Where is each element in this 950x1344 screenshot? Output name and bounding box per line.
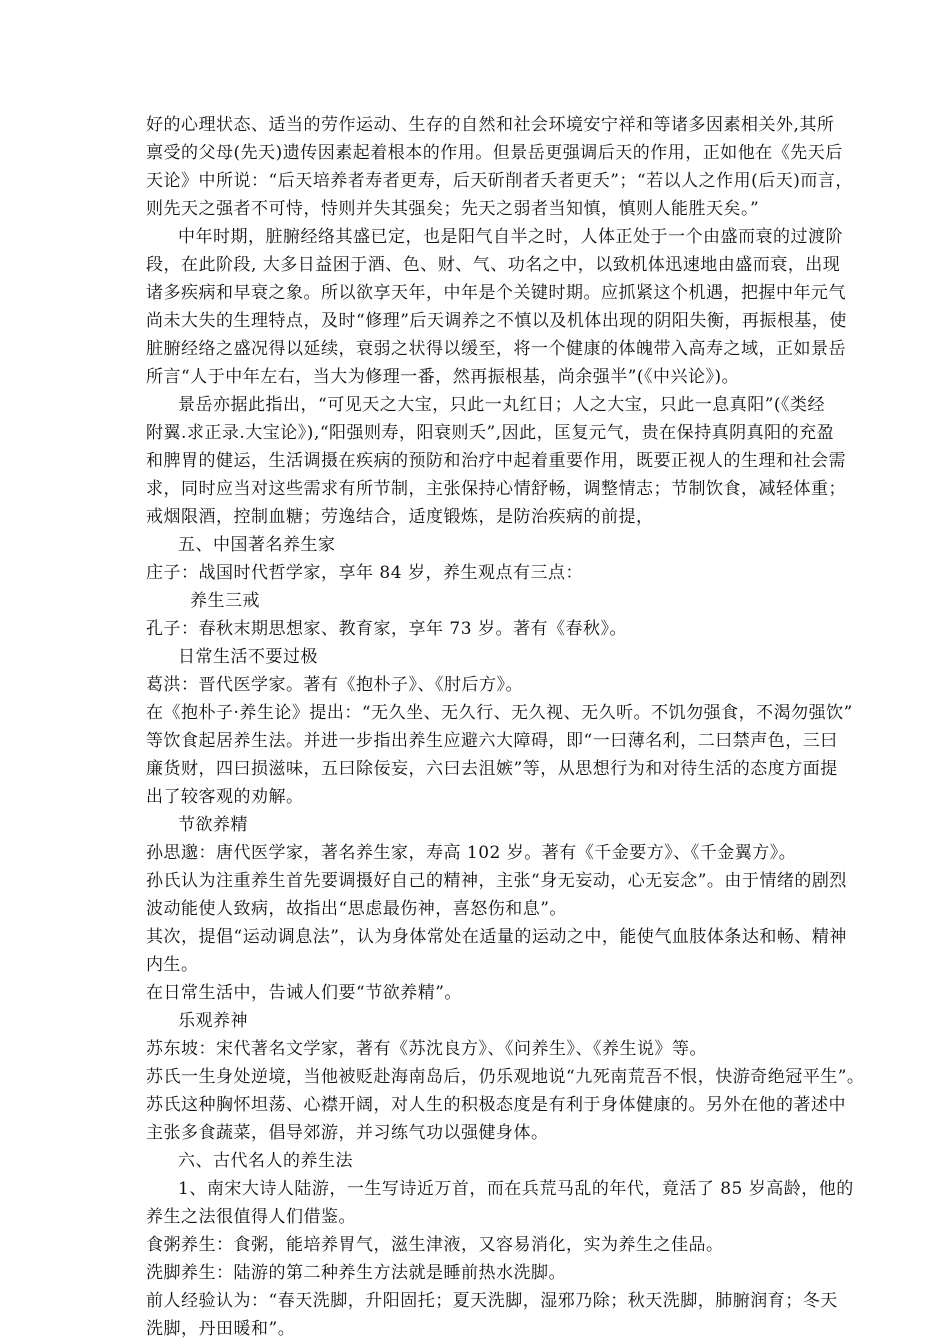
- text-line: 好的心理状态、适当的劳作运动、生存的自然和社会环境安宁祥和等诸多因素相关外,其所: [146, 115, 835, 135]
- text-line: 禀受的父母(先天)遗传因素起着根本的作用。但景岳更强调后天的作用，正如他在《先天后: [146, 143, 843, 163]
- text-line: 日常生活不要过极: [178, 647, 318, 667]
- text-line: 在日常生活中，告诫人们要“节欲养精”。: [146, 983, 462, 1003]
- text-line: 出了较客观的劝解。: [146, 787, 304, 807]
- text-line: 在《抱朴子·养生论》提出：“无久坐、无久行、无久视、无久听。不饥勿强食，不渴勿强饮”: [146, 703, 853, 723]
- text-line: 养生之法很值得人们借鉴。: [146, 1207, 356, 1227]
- text-line: 六、古代名人的养生法: [178, 1151, 353, 1171]
- text-line: 内生。: [146, 955, 199, 975]
- text-line: 和脾胃的健运，生活调摄在疾病的预防和治疗中起着重要作用，既要正视人的生理和社会需: [146, 451, 846, 471]
- text-line: 庄子：战国时代哲学家，享年 84 岁，养生观点有三点：: [146, 563, 583, 583]
- text-line: 节欲养精: [178, 815, 248, 835]
- text-line: 食粥养生：食粥，能培养胃气，滋生津液，又容易消化，实为养生之佳品。: [146, 1235, 724, 1255]
- text-line: 前人经验认为：“春天洗脚，升阳固托；夏天洗脚，湿邪乃除；秋天洗脚，肺腑润育；冬天: [146, 1291, 838, 1311]
- text-line: 求，同时应当对这些需求有所节制，主张保持心情舒畅，调整情志；节制饮食，减轻体重；: [146, 479, 846, 499]
- text-line: 尚未大失的生理特点，及时“修理”后天调养之不慎以及机体出现的阴阳失衡，再振根基，使: [146, 311, 847, 331]
- text-line: 诸多疾病和早衰之象。所以欲享天年，中年是个关键时期。应抓紧这个机遇，把握中年元气: [146, 283, 846, 303]
- text-line: 天论》中所说：“后天培养者寿者更寿，后天斫削者夭者更夭”；“若以人之作用(后天)而言，: [146, 171, 853, 191]
- text-line: 葛洪：晋代医学家。著有《抱朴子》、《肘后方》。: [146, 675, 523, 695]
- text-line: 等饮食起居养生法。并进一步指出养生应避六大障碍，即“一曰薄名利，二曰禁声色，三曰: [146, 731, 838, 751]
- text-line: 苏氏一生身处逆境，当他被贬赴海南岛后，仍乐观地说“九死南荒吾不恨，快游奇绝冠平生”。: [146, 1067, 865, 1087]
- text-line: 中年时期，脏腑经络其盛已定，也是阳气自半之时，人体正处于一个由盛而衰的过渡阶: [178, 227, 843, 247]
- text-line: 段，在此阶段, 大多日益困于酒、色、财、气、功名之中，以致机体迅速地由盛而衰，出现: [146, 255, 841, 275]
- text-line: 五、中国著名养生家: [178, 535, 336, 555]
- text-line: 波动能使人致病，故指出“思虑最伤神，喜怒伤和息”。: [146, 899, 567, 919]
- text-line: 其次，提倡“运动调息法”，认为身体常处在适量的运动之中，能使气血肢体条达和畅、精神: [146, 927, 847, 947]
- text-line: 孔子：春秋末期思想家、教育家，享年 73 岁。著有《春秋》。: [146, 619, 627, 639]
- text-line: 主张多食蔬菜，倡导郊游，并习练气功以强健身体。: [146, 1123, 549, 1143]
- text-line: 所言“人于中年左右，当大为修理一番，然再振根基，尚余强半”(《中兴论》)。: [146, 367, 740, 387]
- text-line: 洗脚养生：陆游的第二种养生方法就是睡前热水洗脚。: [146, 1263, 566, 1283]
- text-line: 乐观养神: [178, 1011, 248, 1031]
- text-line: 附翼.求正录.大宝论》),“阳强则寿，阳衰则夭”,因此，匡复元气，贵在保持真阴真阳的充盈: [146, 423, 835, 443]
- text-line: 则先天之强者不可恃，恃则并失其强矣；先天之弱者当知慎，慎则人能胜天矣。”: [146, 199, 760, 219]
- text-line: 苏氏这种胸怀坦荡、心襟开阔，对人生的积极态度是有利于身体健康的。另外在他的著述中: [146, 1095, 846, 1115]
- text-line: 孙氏认为注重养生首先要调摄好自己的精神，主张“身无妄动，心无妄念”。由于情绪的剧烈: [146, 871, 847, 891]
- text-line: 1、南宋大诗人陆游，一生写诗近万首，而在兵荒马乱的年代，竟活了 85 岁高龄，他的: [178, 1179, 854, 1199]
- text-line: 景岳亦据此指出，“可见天之大宝，只此一丸红日；人之大宝，只此一息真阳”(《类经: [178, 395, 826, 415]
- text-line: 孙思邈：唐代医学家，著名养生家，寿高 102 岁。著有《千金要方》、《千金翼方》。: [146, 843, 797, 863]
- text-line: 脏腑经络之盛况得以延续，衰弱之状得以缓至，将一个健康的体魄带入高寿之域，正如景岳: [146, 339, 846, 359]
- text-line: 廉货财，四曰损滋味，五曰除佞妄，六曰去沮嫉”等，从思想行为和对待生活的态度方面提: [146, 759, 838, 779]
- text-line: 苏东坡：宋代著名文学家，著有《苏沈良方》、《问养生》、《养生说》等。: [146, 1039, 707, 1059]
- text-line: 戒烟限酒，控制血糖；劳逸结合，适度锻炼，是防治疾病的前提，: [146, 507, 654, 527]
- text-line: 养生三戒: [190, 591, 260, 611]
- text-line: 洗脚，丹田暖和”。: [146, 1319, 296, 1339]
